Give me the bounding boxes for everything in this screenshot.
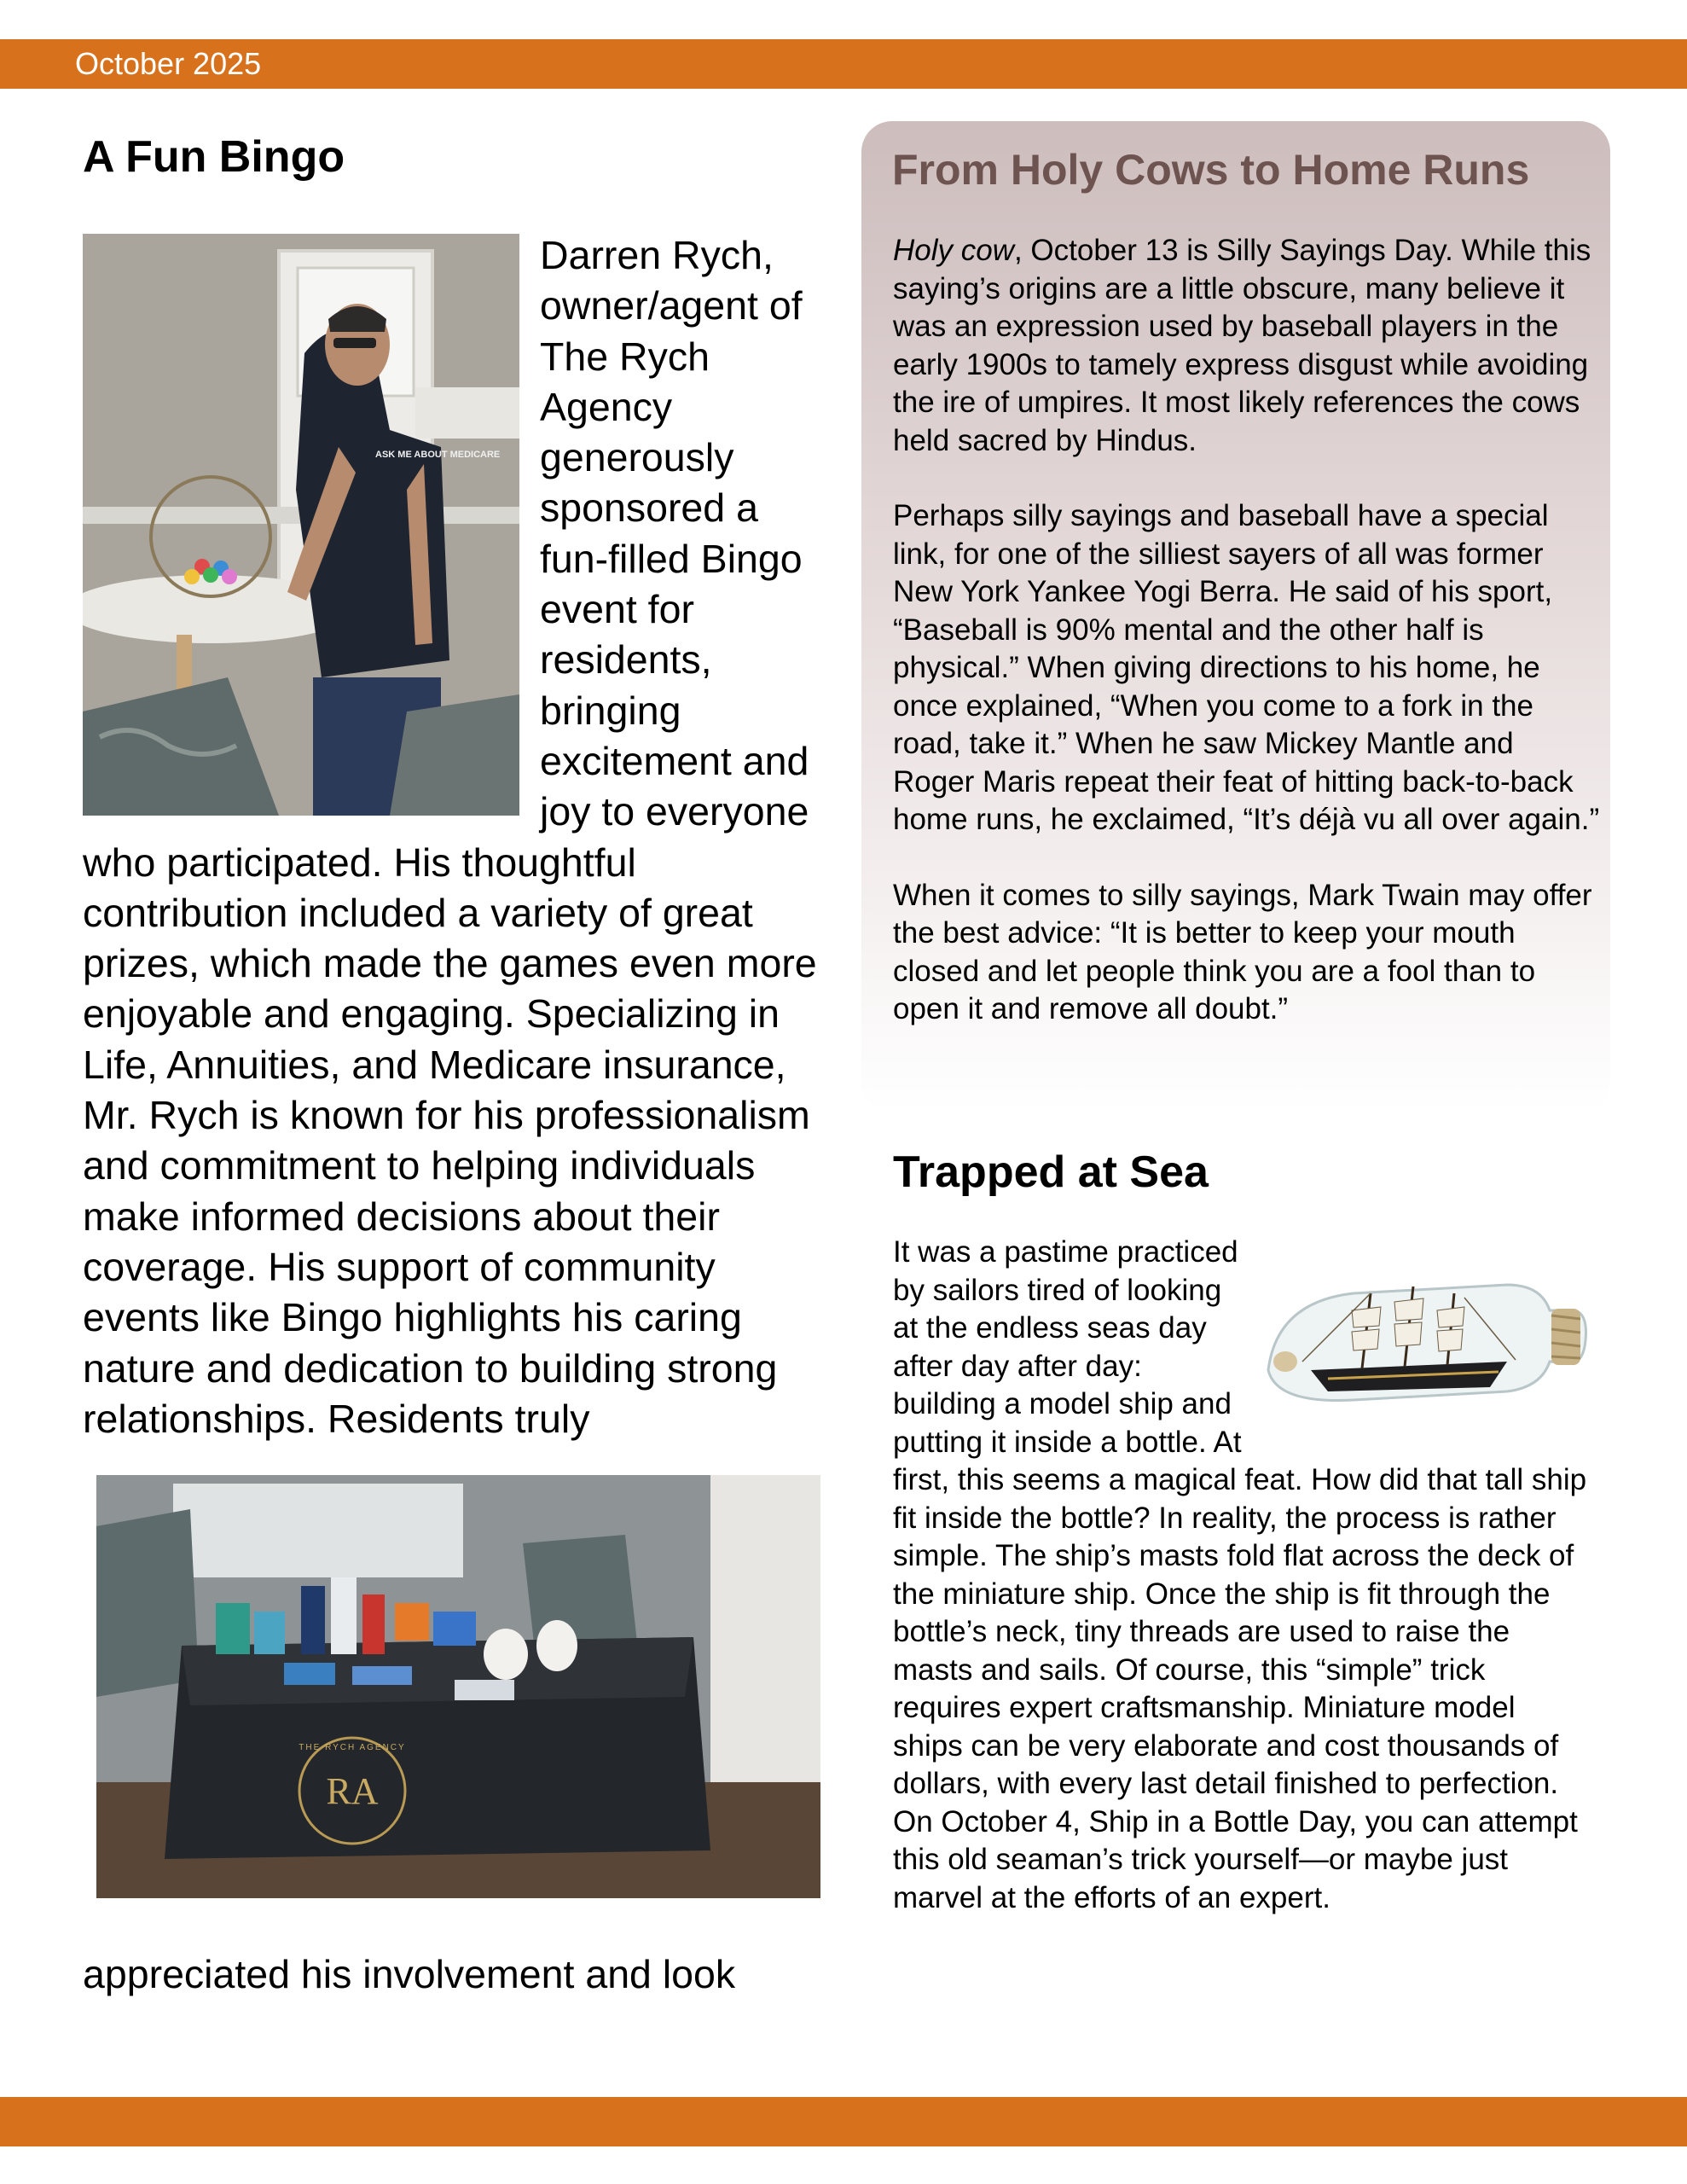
prize-table-photo bbox=[96, 1475, 820, 1898]
sidebar-paragraph-1 bbox=[893, 232, 1601, 460]
sea-article-title: Trapped at Sea bbox=[893, 1147, 1209, 1197]
bingo-article-title: A Fun Bingo bbox=[83, 132, 345, 182]
shirt-print-text: ASK ME ABOUT MEDICARE bbox=[375, 450, 501, 460]
bingo-host-photo bbox=[83, 234, 519, 816]
bingo-host-illustration bbox=[83, 234, 519, 816]
tablecloth-logo: RA bbox=[326, 1770, 379, 1813]
sidebar-paragraph-2: Perhaps silly sayings and baseball have a special link, for one of the silliest sayers of all was former New York Yankee Yogi Berra. He said of his sport, “Baseball is 90% mental and the other half is physical.” When giving directions to his home, he once explained, “When you come to a fork in the road, take it.” When he saw Mickey Mantle and Roger Maris repeat their feat of hitting back-to-back home runs, he exclaimed, “It’s déjà vu all over again.” bbox=[893, 499, 1600, 836]
header-bar bbox=[0, 39, 1687, 89]
sidebar-body bbox=[893, 232, 1601, 1029]
ship-in-bottle-photo bbox=[1251, 1234, 1592, 1442]
bingo-article-text-1: Darren Rych, owner/agent of The Rych Agency generously sponsored a fun-filled Bingo event for residents, bringing excitement and joy to everyone who participated. His thoughtful contribution included a variety of great prizes, which made the games even more enjoyable and engaging. Specializing in Life, Annuities, and Medicare insurance, Mr. Rych is known for his professionalism and commitment to helping individuals make informed decisions about their coverage. His support of community events like Bingo highlights his caring nature and dedication to building strong relationships. Residents truly bbox=[83, 233, 817, 1441]
bingo-article bbox=[83, 230, 820, 2043]
issue-date: October 2025 bbox=[75, 46, 262, 81]
sidebar-paragraph-1-text: , October 13 is Silly Sayings Day. While this saying’s origins are a little obscure, many believe it was an expression used by baseball players in the early 1900s to tamely express disgust while avoiding the ire of umpires. It most likely references the cows held sacred by Hindus. bbox=[893, 234, 1591, 457]
bingo-article-text-2: appreciated his involvement and look bbox=[83, 1952, 736, 1997]
prize-table-illustration bbox=[96, 1475, 820, 1898]
sea-article-text: It was a pastime practiced by sailors tired of looking at the endless seas day after day after day: building a model ship and putting it inside a bottle. At first, this seems a magical feat. How did that tall ship fit inside the bottle? In reality, the process is rather simple. The ship’s masts fold flat across the deck of the miniature ship. Once the ship is fit through the bottle’s neck, tiny threads are used to raise the masts and sails. Of course, this “simple” trick requires expert craftsmanship. Miniature model ships can be very elaborate and cost thousands of dollars, with every last detail finished to perfection. On October 4, Ship in a Bottle Day, you can attempt this old seaman’s trick yourself—or maybe just marvel at the efforts of an expert. bbox=[893, 1235, 1587, 1914]
sidebar-paragraph-3: When it comes to silly sayings, Mark Twain may offer the best advice: “It is better to keep your mouth closed and let people think you are a fool than to open it and remove all doubt.” bbox=[893, 878, 1592, 1025]
sidebar-title: From Holy Cows to Home Runs bbox=[892, 146, 1530, 194]
footer-bar bbox=[0, 2097, 1687, 2146]
tablecloth-ring-text: THE RYCH AGENCY bbox=[299, 1743, 406, 1753]
ship-in-bottle-illustration bbox=[1251, 1234, 1592, 1442]
sea-article bbox=[893, 1234, 1592, 1917]
sidebar-italic-phrase: Holy cow bbox=[893, 234, 1014, 267]
